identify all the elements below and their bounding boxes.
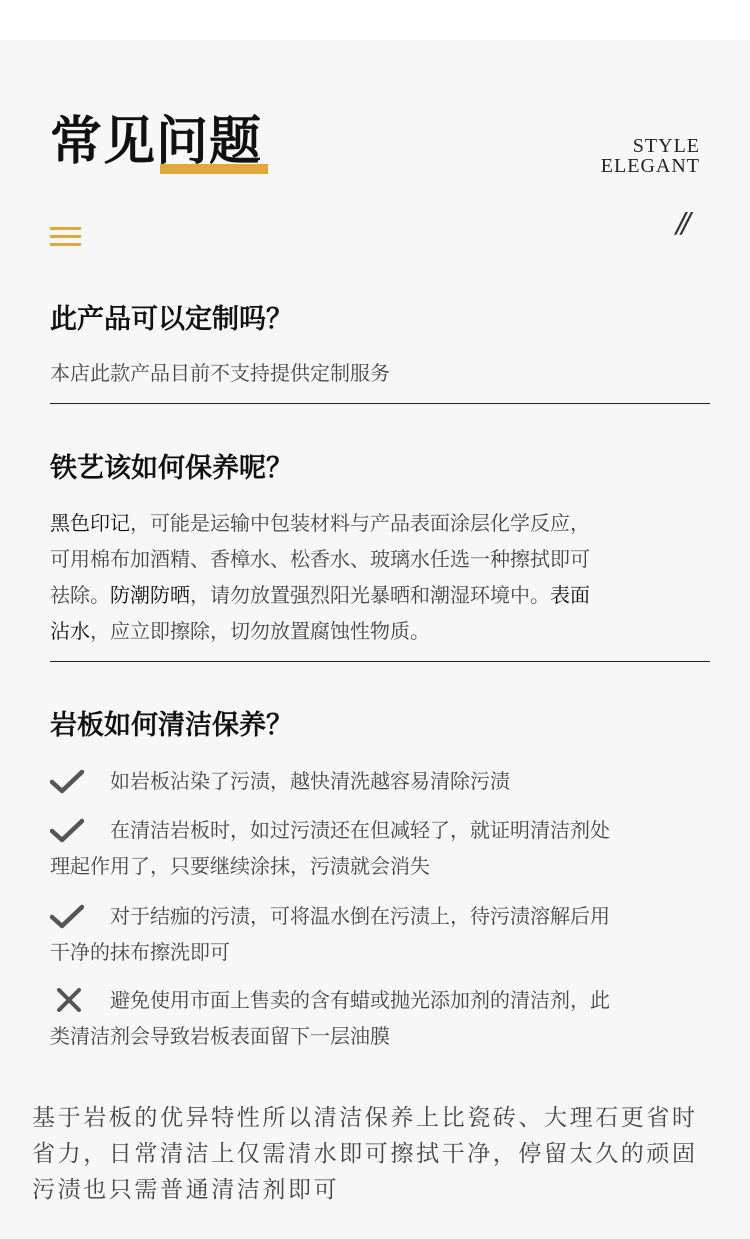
summary-paragraph (32, 1100, 722, 1208)
double-slash-icon: // (676, 206, 687, 239)
emphasis-text: 防潮防晒 (110, 583, 190, 607)
cross-icon (50, 982, 110, 1018)
elegant-text: ELEGANT (600, 155, 700, 177)
tip-item-1 (50, 763, 690, 799)
faq-answer-1: 本店此款产品目前不支持提供定制服务 (50, 361, 390, 385)
tip-text: 避免使用市面上售卖的含有蜡或抛光添加剂的清洁剂，此 (110, 988, 610, 1012)
tip-text-continued: 类清洁剂会导致岩板表面留下一层油膜 (50, 1024, 390, 1048)
style-text: STYLE (632, 135, 700, 157)
check-icon (50, 898, 110, 934)
check-icon (50, 763, 110, 799)
answer-text: ，可能是运输中包装材料与产品表面涂层化学反应， (130, 511, 590, 535)
faq-question-3: 岩板如何清洁保养？ (50, 710, 293, 741)
title-block (50, 112, 262, 172)
tip-text: 如岩板沾染了污渍，越快清洗越容易清除污渍 (110, 769, 510, 793)
emphasis-text: 表面 (550, 583, 590, 607)
answer-line (50, 505, 690, 541)
style-elegant-label (601, 136, 700, 176)
menu-icon[interactable] (50, 227, 81, 247)
answer-line (50, 613, 690, 649)
divider (50, 661, 710, 662)
tip-text-continued: 理起作用了，只要继续涂抹，污渍就会消失 (50, 854, 430, 878)
answer-text: ，请勿放置强烈阳光暴晒和潮湿环境中。 (190, 583, 550, 607)
emphasis-text: 黑色印记 (50, 511, 130, 535)
tip-text: 在清洁岩板时，如过污渍还在但减轻了，就证明清洁剂处 (110, 818, 610, 842)
tip-text-continued: 干净的抹布擦洗即可 (50, 940, 230, 964)
divider (50, 403, 710, 404)
tip-text: 对于结痂的污渍，可将温水倒在污渍上，待污渍溶解后用 (110, 904, 610, 928)
summary-line: 省力，日常清洁上仅需清水即可擦拭干净，停留太久的顽固 (32, 1141, 698, 1167)
page-title: 常见问题 (50, 111, 263, 172)
faq-question-1: 此产品可以定制吗？ (50, 304, 293, 335)
faq-answer-2 (50, 505, 690, 649)
tip-item-3 (50, 898, 690, 970)
tip-item-2 (50, 812, 690, 884)
check-icon (50, 812, 110, 848)
answer-text: ，应立即擦除，切勿放置腐蚀性物质。 (90, 619, 430, 643)
answer-line (50, 577, 690, 613)
summary-line: 污渍也只需普通清洁剂即可 (32, 1177, 340, 1203)
answer-text: 祛除。 (50, 583, 110, 607)
faq-question-2: 铁艺该如何保养呢？ (50, 453, 293, 484)
emphasis-text: 沾水 (50, 619, 90, 643)
tip-item-4 (50, 982, 690, 1054)
summary-line: 基于岩板的优异特性所以清洁保养上比瓷砖、大理石更省时 (32, 1105, 698, 1131)
answer-line: 可用棉布加酒精、香樟水、松香水、玻璃水任选一种擦拭即可 (50, 547, 590, 571)
